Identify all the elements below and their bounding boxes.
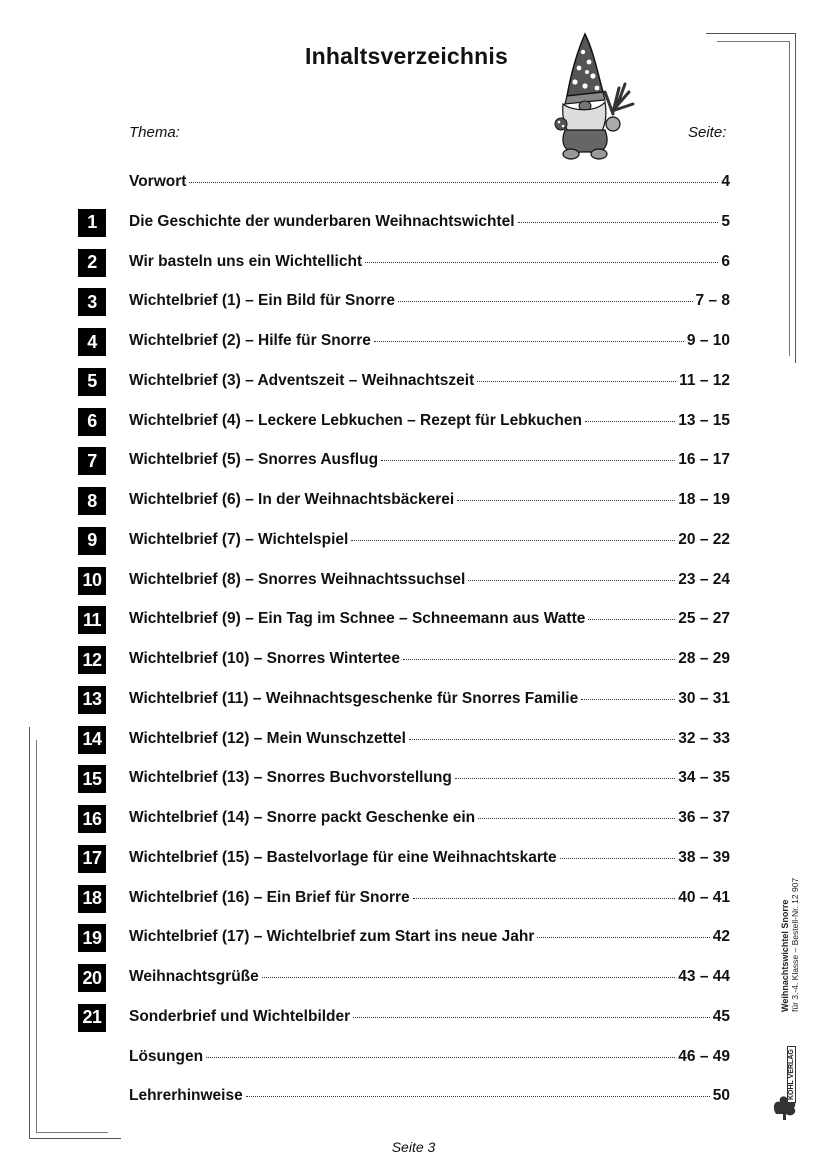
toc-entry-line (129, 610, 730, 628)
toc-entry-line (129, 213, 730, 231)
dot-leader (353, 1017, 710, 1018)
toc-entry-title: Wichtelbrief (17) – Wichtelbrief zum Start ins neue Jahr (129, 928, 535, 946)
toc-entry-line (129, 292, 730, 310)
dot-leader (246, 1096, 710, 1097)
toc-entry (0, 288, 827, 318)
chapter-number-badge: 10 (78, 567, 106, 595)
dot-leader (365, 262, 718, 263)
toc-entry-line (129, 491, 730, 509)
chapter-number-badge: 17 (78, 845, 106, 873)
decorative-frame-line (36, 1132, 108, 1133)
toc-entry (0, 964, 827, 994)
toc-entry-title: Lehrerhinweise (129, 1087, 243, 1105)
toc-entry-line (129, 571, 730, 589)
toc-entry (0, 606, 827, 636)
toc-entry-title: Wichtelbrief (14) – Snorre packt Geschenke ein (129, 809, 476, 826)
toc-entry (0, 1044, 827, 1074)
toc-entry-line (129, 332, 730, 350)
toc-entry-page: 28 – 29 (678, 650, 730, 667)
toc-entry-title: Lösungen (129, 1047, 204, 1065)
toc-entry-title: Wichtelbrief (11) – Weihnachtsgeschenke für Snorres Familie (129, 689, 579, 707)
dot-leader (351, 540, 675, 541)
dot-leader (581, 699, 675, 700)
dot-leader (585, 421, 675, 422)
toc-entry-page: 4 (721, 173, 730, 190)
chapter-number-badge: 2 (78, 249, 106, 277)
toc-entry-page: 38 – 39 (678, 848, 730, 866)
toc-entry-line (129, 173, 730, 191)
toc-entry (0, 845, 827, 875)
toc-entry (0, 527, 827, 557)
toc-entry-title: Wichtelbrief (15) – Bastelvorlage für eine Weihnachtskarte (129, 848, 557, 866)
toc-entry (0, 249, 827, 279)
toc-entry-page: 9 – 10 (686, 332, 730, 349)
chapter-number-badge: 16 (78, 805, 106, 833)
toc-entry-page: 45 (712, 1007, 730, 1025)
toc-entry (0, 408, 827, 438)
toc-entry (0, 1004, 827, 1034)
toc-entry-line (129, 690, 730, 708)
toc-entry-line (129, 889, 730, 907)
dot-leader (478, 818, 675, 819)
chapter-number-badge: 21 (78, 1004, 106, 1032)
toc-entry (0, 328, 827, 358)
toc-entry (0, 686, 827, 716)
toc-entry-title: Sonderbrief und Wichtelbilder (129, 1007, 351, 1025)
toc-entry-line (129, 1048, 730, 1066)
chapter-number-badge: 7 (78, 447, 106, 475)
chapter-number-badge: 13 (78, 686, 106, 714)
dot-leader (403, 659, 675, 660)
toc-entry-page: 36 – 37 (678, 809, 730, 826)
toc-entry-title: Die Geschichte der wunderbaren Weihnachtswichtel (129, 212, 515, 230)
book-info-vertical (780, 878, 800, 1012)
toc-entry-line (129, 769, 730, 787)
toc-entry-page: 25 – 27 (678, 610, 730, 628)
toc-entry-line (129, 849, 730, 867)
toc-entry-page: 18 – 19 (678, 491, 730, 508)
toc-entry (0, 567, 827, 597)
toc-entry (0, 368, 827, 398)
toc-entry (0, 1083, 827, 1113)
dot-leader (588, 619, 675, 620)
dot-leader (413, 898, 676, 899)
chapter-number-badge: 6 (78, 408, 106, 436)
toc-entry-title: Wichtelbrief (7) – Wichtelspiel (129, 530, 349, 548)
toc-entry (0, 646, 827, 676)
dot-leader (477, 381, 676, 382)
toc-entry-title: Wichtelbrief (13) – Snorres Buchvorstellung (129, 769, 452, 787)
toc-entry-line (129, 372, 730, 390)
toc-entry-page: 20 – 22 (678, 530, 730, 548)
decorative-frame-line (789, 41, 790, 356)
column-header-page: Seite: (688, 124, 727, 141)
toc-entry (0, 447, 827, 477)
toc-entry (0, 169, 827, 199)
chapter-number-badge: 3 (78, 288, 106, 316)
page-footer: Seite 3 (391, 1139, 436, 1155)
toc-entry (0, 726, 827, 756)
toc-entry-page: 16 – 17 (678, 451, 730, 469)
dot-leader (374, 341, 684, 342)
chapter-number-badge: 19 (78, 924, 106, 952)
toc-entry-title: Vorwort (129, 173, 187, 190)
toc-entry-page: 50 (712, 1087, 730, 1105)
toc-entry-title: Wichtelbrief (5) – Snorres Ausflug (129, 451, 379, 469)
toc-entry (0, 487, 827, 517)
toc-entry-page: 32 – 33 (678, 729, 730, 747)
toc-entry-page: 34 – 35 (678, 769, 730, 787)
toc-entry-page: 7 – 8 (695, 292, 730, 310)
toc-entry-line (129, 253, 730, 271)
toc-entry-title: Wichtelbrief (9) – Ein Tag im Schnee – Schneemann aus Watte (129, 610, 586, 628)
toc-entry-line (129, 1087, 730, 1105)
toc-entry-line (129, 968, 730, 986)
chapter-number-badge: 9 (78, 527, 106, 555)
dot-leader (537, 937, 709, 938)
toc-entry-page: 42 (712, 928, 730, 946)
toc-entry-line (129, 809, 730, 827)
dot-leader (398, 301, 693, 302)
toc-entry-page: 13 – 15 (678, 411, 730, 429)
toc-entry-line (129, 412, 730, 430)
dot-leader (189, 182, 718, 183)
decorative-frame-line (36, 740, 37, 1132)
chapter-number-badge: 14 (78, 726, 106, 754)
decorative-frame-line (706, 33, 795, 34)
book-order-text: für 3.-4. Klasse – Bestell-Nr. 12 907 (790, 877, 800, 1012)
toc-entry-title: Wir basteln uns ein Wichtellicht (129, 252, 363, 270)
toc-entry-line (129, 531, 730, 549)
decorative-frame-line (29, 727, 30, 1138)
toc-entry (0, 805, 827, 835)
chapter-number-badge: 18 (78, 885, 106, 913)
chapter-number-badge: 4 (78, 328, 106, 356)
column-header-topic: Thema: (129, 124, 180, 141)
toc-entry (0, 209, 827, 239)
toc-entry-page: 40 – 41 (678, 888, 730, 906)
dot-leader (455, 778, 675, 779)
chapter-number-badge: 12 (78, 646, 106, 674)
toc-entry-line (129, 730, 730, 748)
chapter-number-badge: 8 (78, 487, 106, 515)
toc-entry-line (129, 1008, 730, 1026)
toc-entry-title: Wichtelbrief (4) – Leckere Lebkuchen – Rezept für Lebkuchen (129, 411, 582, 429)
publisher-logo-text: KOHL VERLAG (787, 1046, 796, 1103)
toc-entry-title: Wichtelbrief (8) – Snorres Weihnachtssuchsel (129, 570, 466, 588)
toc-entry-title: Wichtelbrief (6) – In der Weihnachtsbäckerei (129, 491, 455, 508)
toc-entry-title: Weihnachtsgrüße (129, 968, 259, 985)
dot-leader (206, 1057, 675, 1058)
toc-entry-page: 43 – 44 (678, 968, 730, 985)
toc-entry-title: Wichtelbrief (2) – Hilfe für Snorre (129, 332, 371, 349)
toc-entry-page: 46 – 49 (678, 1047, 730, 1065)
decorative-frame-line (717, 41, 789, 42)
toc-entry (0, 924, 827, 954)
toc-entry-page: 23 – 24 (678, 570, 730, 588)
chapter-number-badge: 15 (78, 765, 106, 793)
toc-entry-page: 5 (721, 212, 730, 230)
dot-leader (409, 739, 675, 740)
toc-entry-title: Wichtelbrief (16) – Ein Brief für Snorre (129, 888, 410, 906)
dot-leader (518, 222, 719, 223)
toc-entry (0, 885, 827, 915)
decorative-frame-line (795, 33, 796, 363)
book-title-text: Weihnachtswichtel Snorre (780, 899, 790, 1012)
toc-entry-page: 30 – 31 (678, 689, 730, 707)
dot-leader (457, 500, 675, 501)
dot-leader (381, 460, 675, 461)
page-title: Inhaltsverzeichnis (305, 43, 509, 69)
toc-entry-title: Wichtelbrief (1) – Ein Bild für Snorre (129, 292, 395, 310)
toc-entry-line (129, 650, 730, 668)
chapter-number-badge: 20 (78, 964, 106, 992)
chapter-number-badge: 5 (78, 368, 106, 396)
toc-entry-title: Wichtelbrief (12) – Mein Wunschzettel (129, 729, 406, 747)
toc-entry-page: 11 – 12 (679, 371, 730, 389)
dot-leader (468, 580, 675, 581)
toc-entry-title: Wichtelbrief (10) – Snorres Wintertee (129, 650, 401, 667)
dot-leader (262, 977, 676, 978)
chapter-number-badge: 1 (78, 209, 106, 237)
toc-entry-line (129, 928, 730, 946)
toc-entry-page: 6 (721, 252, 730, 270)
toc-entry (0, 765, 827, 795)
dot-leader (560, 858, 676, 859)
chapter-number-badge: 11 (78, 606, 106, 634)
toc-entry-line (129, 451, 730, 469)
toc-entry-title: Wichtelbrief (3) – Adventszeit – Weihnachtszeit (129, 371, 475, 389)
